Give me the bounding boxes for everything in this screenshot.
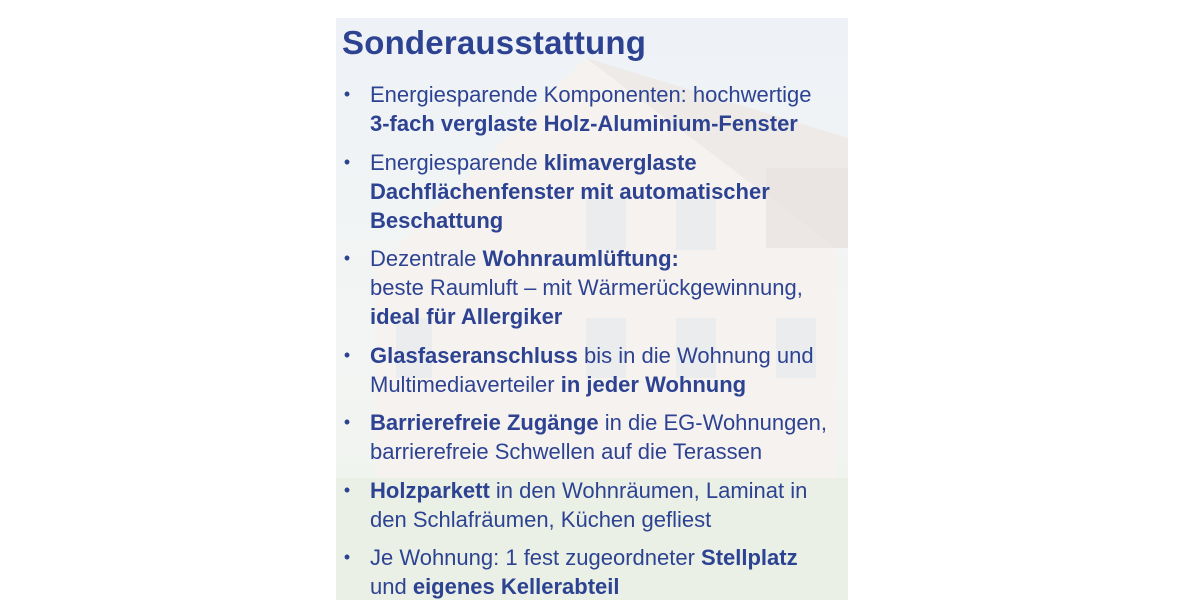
list-item [336,244,848,331]
bullet-icon: • [343,344,351,365]
text: in die EG-Wohnungen, [598,410,827,435]
bold-text: klimaverglaste [543,149,697,175]
list-item [336,341,848,399]
bold-text: eigenes Kellerabteil [412,574,620,599]
text: barrierefreie Schwellen auf die Terassen [370,439,763,464]
bold-text: Barrierefreie Zugänge [370,410,599,435]
bold-text: Holzparkett [370,477,490,503]
list-item [336,408,848,466]
list-item-line [370,302,848,331]
bold-text: Beschattung [370,207,504,233]
list-item-line [370,273,848,302]
list-item-line [370,370,848,399]
list-item-line [370,109,848,138]
bullet-icon: • [343,412,351,432]
list-item [336,80,848,138]
list-item-line [370,148,848,177]
list-item-line [370,437,848,466]
list-item-line [370,408,848,437]
text: beste Raumluft – mit Wärmerückgewinnung, [370,275,803,300]
bullet-icon: • [343,248,351,268]
list-item [336,543,848,600]
bullet-icon: • [343,479,351,500]
text: Energiesparende Komponenten: hochwertige [370,82,812,107]
list-item-line [370,505,848,534]
bold-text: Wohnraumlüftung: [482,246,679,271]
list-item-line [370,80,848,109]
feature-list [336,80,848,600]
list-item-line [370,572,848,600]
list-item-line [370,244,848,273]
bold-text: ideal für Allergiker [370,304,563,329]
bold-text: Dachflächenfenster mit automatischer [370,178,770,204]
list-item-line [370,206,848,235]
bold-text: Stellplatz [701,545,798,570]
bullet-icon: • [343,84,351,104]
text: Dezentrale [370,246,483,271]
text: Energiesparende [370,149,544,175]
feature-content [336,18,848,600]
bold-text: 3-fach verglaste Holz-Aluminium-Fenster [370,111,798,136]
text: Je Wohnung: 1 fest zugeordneter [370,545,702,570]
list-item [336,476,848,534]
page-title: Sonderausstattung [342,24,647,61]
bullet-icon: • [343,547,351,567]
list-item-line [370,476,848,505]
bold-text: Glasfaseranschluss [370,342,578,368]
text: den Schlafräumen, Küchen gefliest [370,506,712,532]
text: bis in die Wohnung und [577,342,814,368]
text: Multimediaverteiler [370,371,561,397]
text: in den Wohnräumen, Laminat in [489,477,808,503]
list-item-line [370,341,848,370]
text: und [370,574,413,599]
list-item [336,148,848,235]
bullet-icon: • [343,151,351,172]
list-item-line [370,543,848,572]
feature-panel [336,18,848,600]
bold-text: in jeder Wohnung [560,371,747,397]
list-item-line [370,177,848,206]
